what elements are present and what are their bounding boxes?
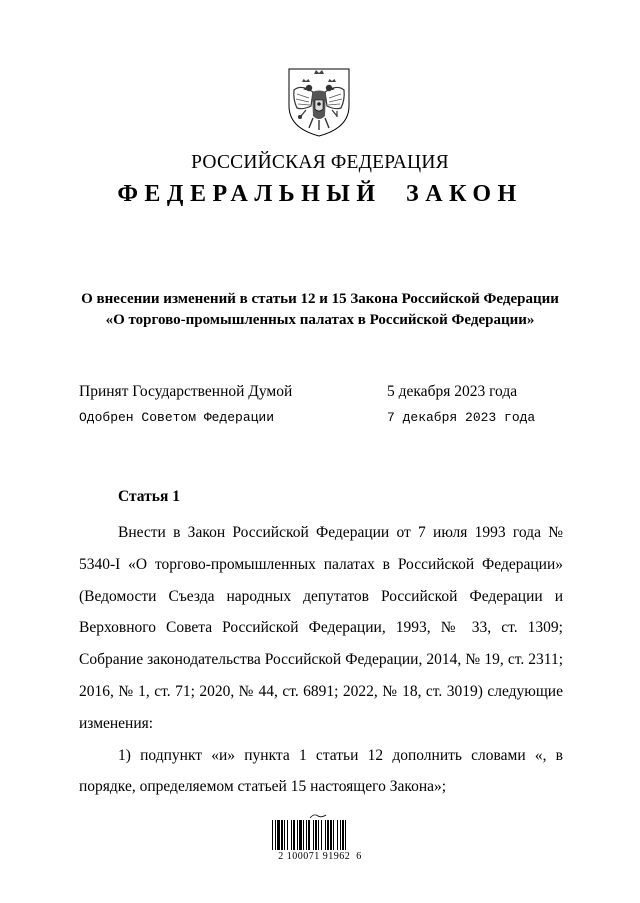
barcode-icon: [270, 812, 370, 850]
barcode-number: [0, 851, 640, 862]
approved-date: 7 декабря 2023 года: [387, 410, 536, 425]
approved-by-council-label: Одобрен Советом Федерации: [79, 410, 275, 425]
adopted-by-duma-label: Принят Государственной Думой: [79, 383, 293, 400]
law-title-line-2: «О торгово-промышленных палатах в Российской Федерации»: [105, 312, 535, 328]
country-heading: РОССИЙСКАЯ ФЕДЕРАЦИЯ: [191, 152, 449, 173]
document-type-heading: ФЕДЕРАЛЬНЫЙ ЗАКОН: [117, 181, 523, 207]
article-heading: Статья 1: [118, 488, 180, 505]
barcode-check-digit: 6: [356, 851, 362, 862]
law-title-line-1: О внесении изменений в статьи 12 и 15 Закона Российской Федерации: [81, 291, 559, 307]
article-paragraph: 1) подпункт «и» пункта 1 статьи 12 дополнить словами «, в порядке, определяемом статьей 15 настоящего Закона»;: [79, 746, 563, 796]
coat-of-arms-emblem-icon: [285, 66, 353, 138]
barcode-number-main: 2 100071 91962: [278, 851, 351, 862]
adopted-date: 5 декабря 2023 года: [387, 383, 518, 400]
article-body: [79, 517, 563, 803]
article-paragraph: Внести в Закон Российской Федерации от 7 июля 1993 года № 5340-I «О торгово-промышленных палатах в Российской Федерации» (Ведомости Съезда народных депутатов Российской Федерации и Верховного Совета Российской Федерации, 1993, № 33, ст. 1309; Собрание законодательства Российской Федерации, 2014, № 19, ст. 2311; 2016, № 1, ст. 71; 2020, № 44, ст. 6891; 2022, № 18, ст. 3019) следующие изменения:: [79, 524, 563, 732]
law-title: [0, 289, 640, 331]
